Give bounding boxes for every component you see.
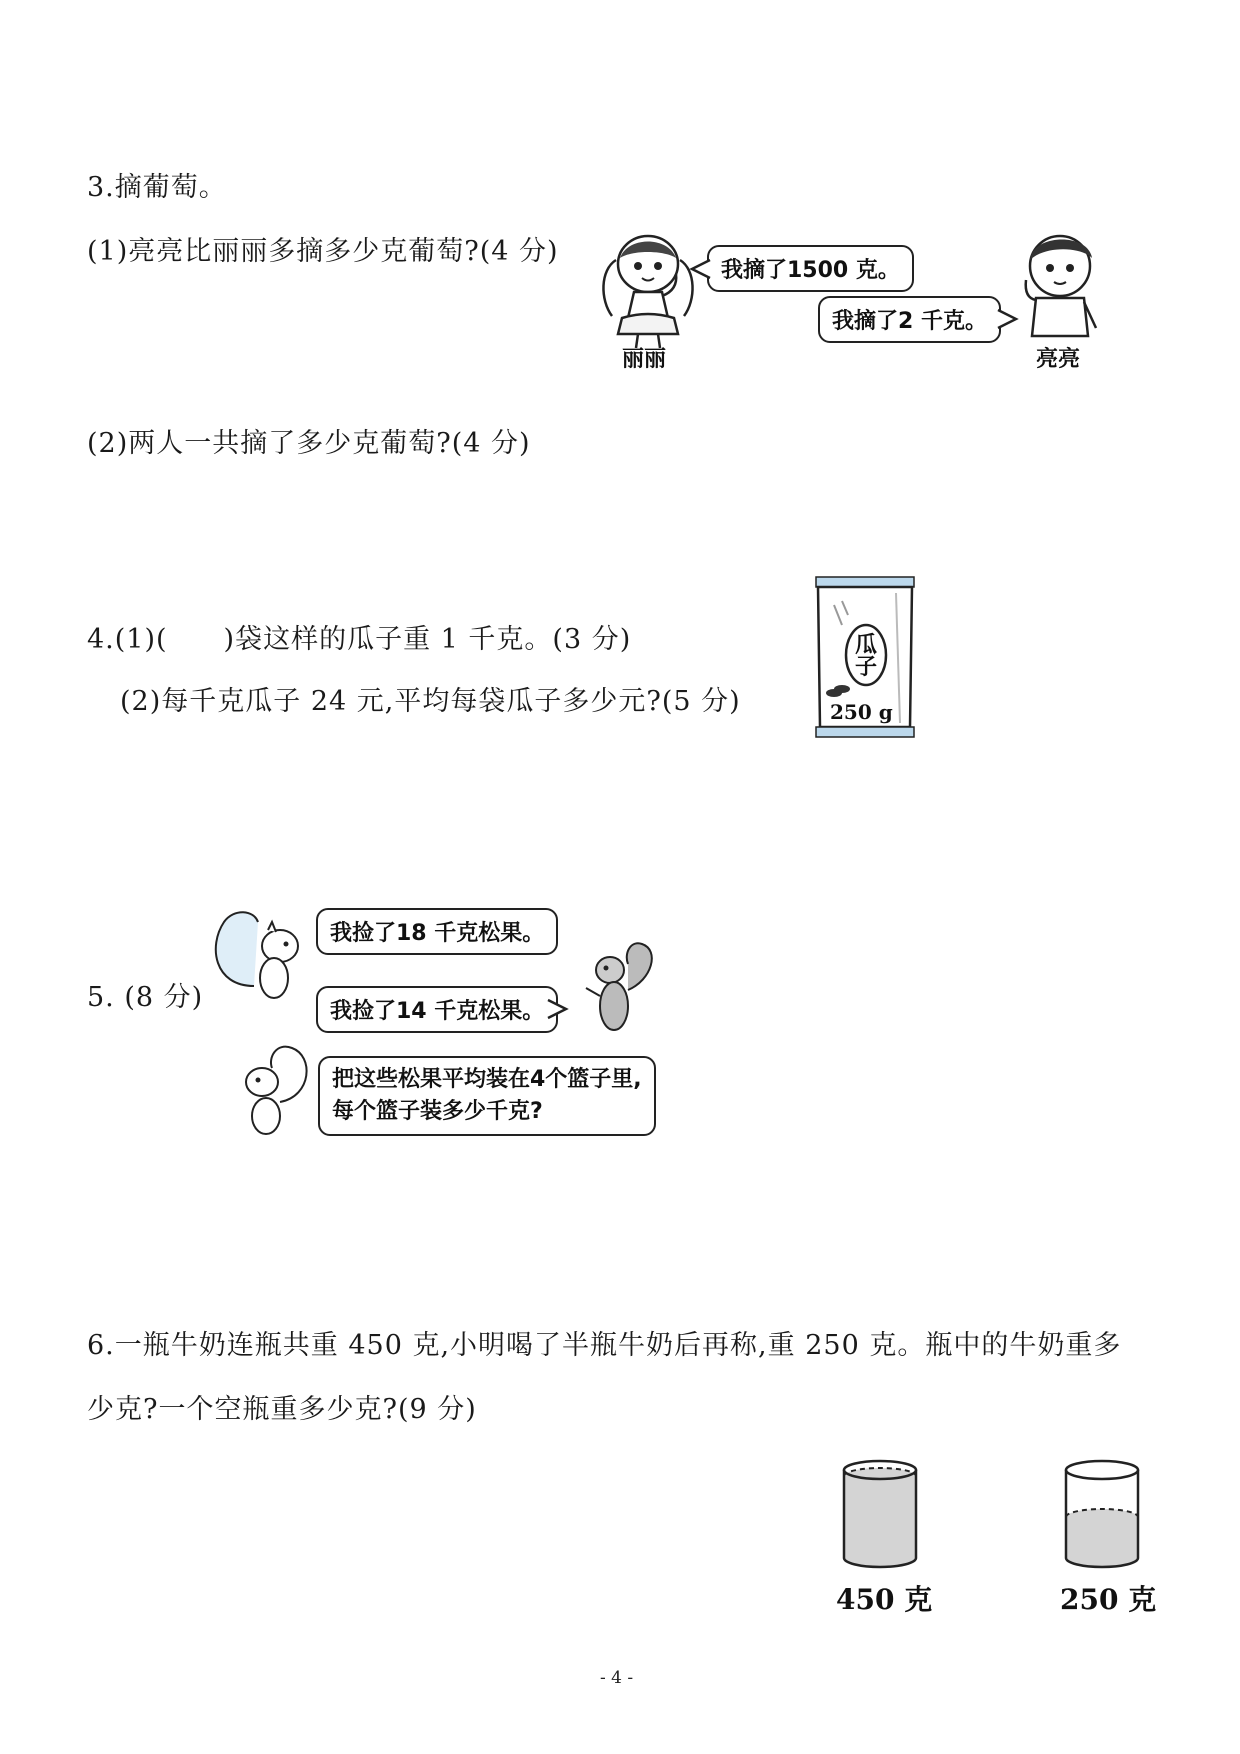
q3-title: 3.摘葡萄。 [87,172,227,203]
page-number: - 4 - [600,1668,634,1688]
q6-line2: 少克?一个空瓶重多少克?(9 分) [87,1394,477,1425]
squirrel-3-speech-line1: 把这些松果平均装在4个篮子里, [332,1067,642,1092]
squirrel-3-illustration [236,1042,316,1142]
lili-name: 丽丽 [622,347,667,372]
milk-cup-half-illustration [1062,1458,1142,1570]
milk-cup-full-illustration [840,1458,920,1570]
cup1-label: 450 克 [836,1583,933,1616]
squirrel-1-illustration [214,906,314,1006]
liangliang-speech-bubble: 我摘了2 千克。 [818,296,1001,343]
squirrel-1-speech: 我捡了18 千克松果。 [316,908,558,955]
q5-label: 5. (8 分) [87,982,204,1013]
q3-part1: (1)亮亮比丽丽多摘多少克葡萄?(4 分) [87,236,559,267]
bag-label: 瓜子 [854,632,877,680]
squirrel-3-speech [318,1056,656,1136]
q4-part1: 4.(1)( )袋这样的瓜子重 1 千克。(3 分) [87,624,632,655]
lili-speech-bubble: 我摘了1500 克。 [707,245,914,292]
girl-lili-illustration [598,230,698,350]
speech-tail [548,998,566,1020]
boy-liangliang-illustration [1010,228,1110,348]
squirrel-2-speech: 我捡了14 千克松果。 [316,986,558,1033]
speech-tail [692,258,710,280]
q6-line1: 6.一瓶牛奶连瓶共重 450 克,小明喝了半瓶牛奶后再称,重 250 克。瓶中的牛奶重多 [87,1330,1122,1361]
q3-part2: (2)两人一共摘了多少克葡萄?(4 分) [87,428,531,459]
cup2-label: 250 克 [1060,1583,1157,1616]
squirrel-2-illustration [580,940,660,1040]
bag-weight: 250 g [830,700,893,724]
liangliang-name: 亮亮 [1036,347,1081,372]
squirrel-3-speech-line2: 每个篮子装多少千克? [332,1098,543,1124]
q4-part2: (2)每千克瓜子 24 元,平均每袋瓜子多少元?(5 分) [120,686,741,717]
